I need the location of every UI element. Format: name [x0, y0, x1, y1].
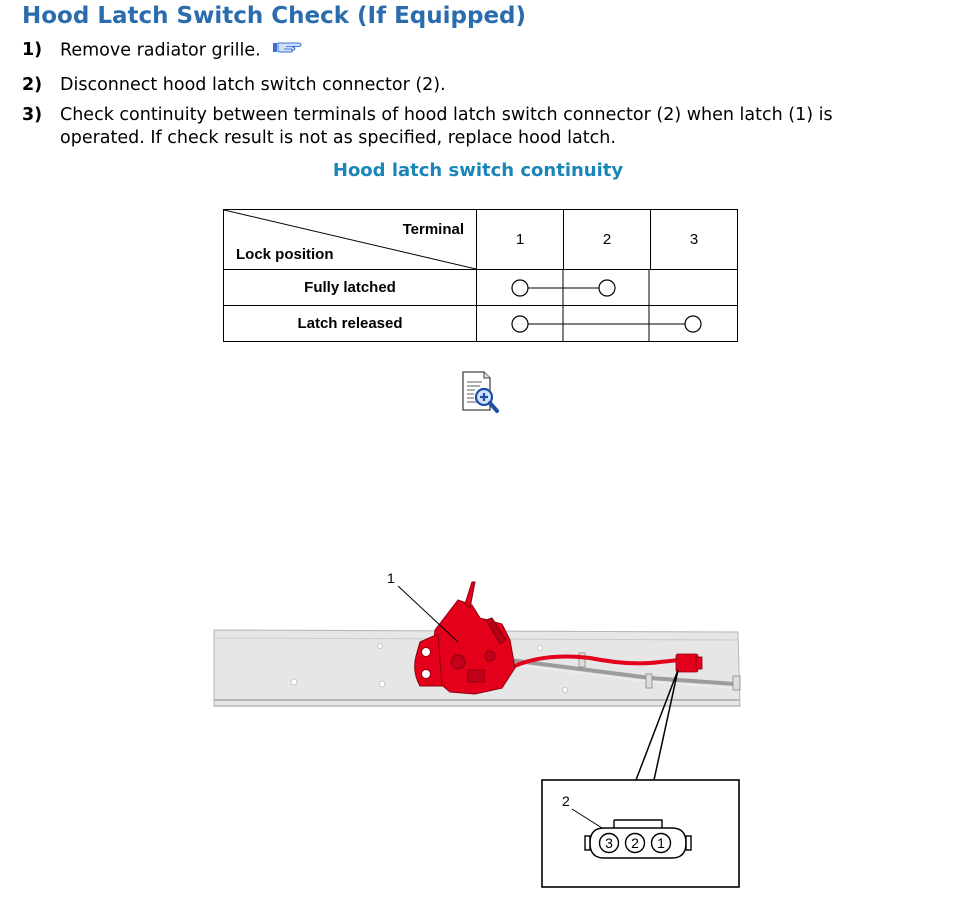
terminal-circle: [512, 280, 528, 296]
row-label: Latch released: [224, 306, 477, 342]
terminal-header-3: 3: [651, 210, 738, 270]
hood-latch-illustration: [210, 560, 750, 899]
continuity-table: [223, 209, 738, 342]
magnifier-zoom-icon[interactable]: [460, 370, 502, 418]
terminal-circle: [599, 280, 615, 296]
pin-label: 1: [657, 835, 665, 851]
table-caption: Hood latch switch continuity: [332, 160, 624, 181]
row-label: Fully latched: [224, 270, 477, 306]
continuity-cell: [477, 270, 738, 306]
terminal-circle: [685, 316, 701, 332]
harness-connector: [676, 654, 698, 672]
pointing-hand-reference-icon[interactable]: [272, 39, 302, 62]
header-terminal: Terminal: [402, 221, 464, 238]
pin-label: 2: [631, 835, 639, 851]
step-number: 1): [22, 40, 43, 60]
pin-label: 3: [605, 835, 613, 851]
table-row: [224, 270, 738, 306]
table-row: [224, 306, 738, 342]
callout-connector: 2: [562, 793, 570, 809]
step-text: Disconnect hood latch switch connector (2).: [60, 75, 446, 95]
connector-detail-box: [542, 780, 739, 887]
callout-latch: 1: [387, 570, 395, 586]
step-number: 2): [22, 75, 43, 95]
hood-latch: [415, 582, 515, 694]
step-number: 3): [22, 105, 43, 125]
step-text-line1: Check continuity between terminals of hood latch switch connector (2) when latch (1) is: [60, 105, 833, 125]
terminal-header-2: 2: [564, 210, 651, 270]
continuity-cell: [477, 306, 738, 342]
step-text-line2: operated. If check result is not as specified, replace hood latch.: [60, 128, 616, 148]
step-text: Remove radiator grille.: [60, 40, 261, 61]
terminal-header-1: 1: [477, 210, 564, 270]
header-lock-position: Lock position: [236, 246, 334, 263]
terminal-circle: [512, 316, 528, 332]
table-header-diagonal-cell: [224, 210, 477, 270]
page-title: Hood Latch Switch Check (If Equipped): [22, 3, 527, 29]
